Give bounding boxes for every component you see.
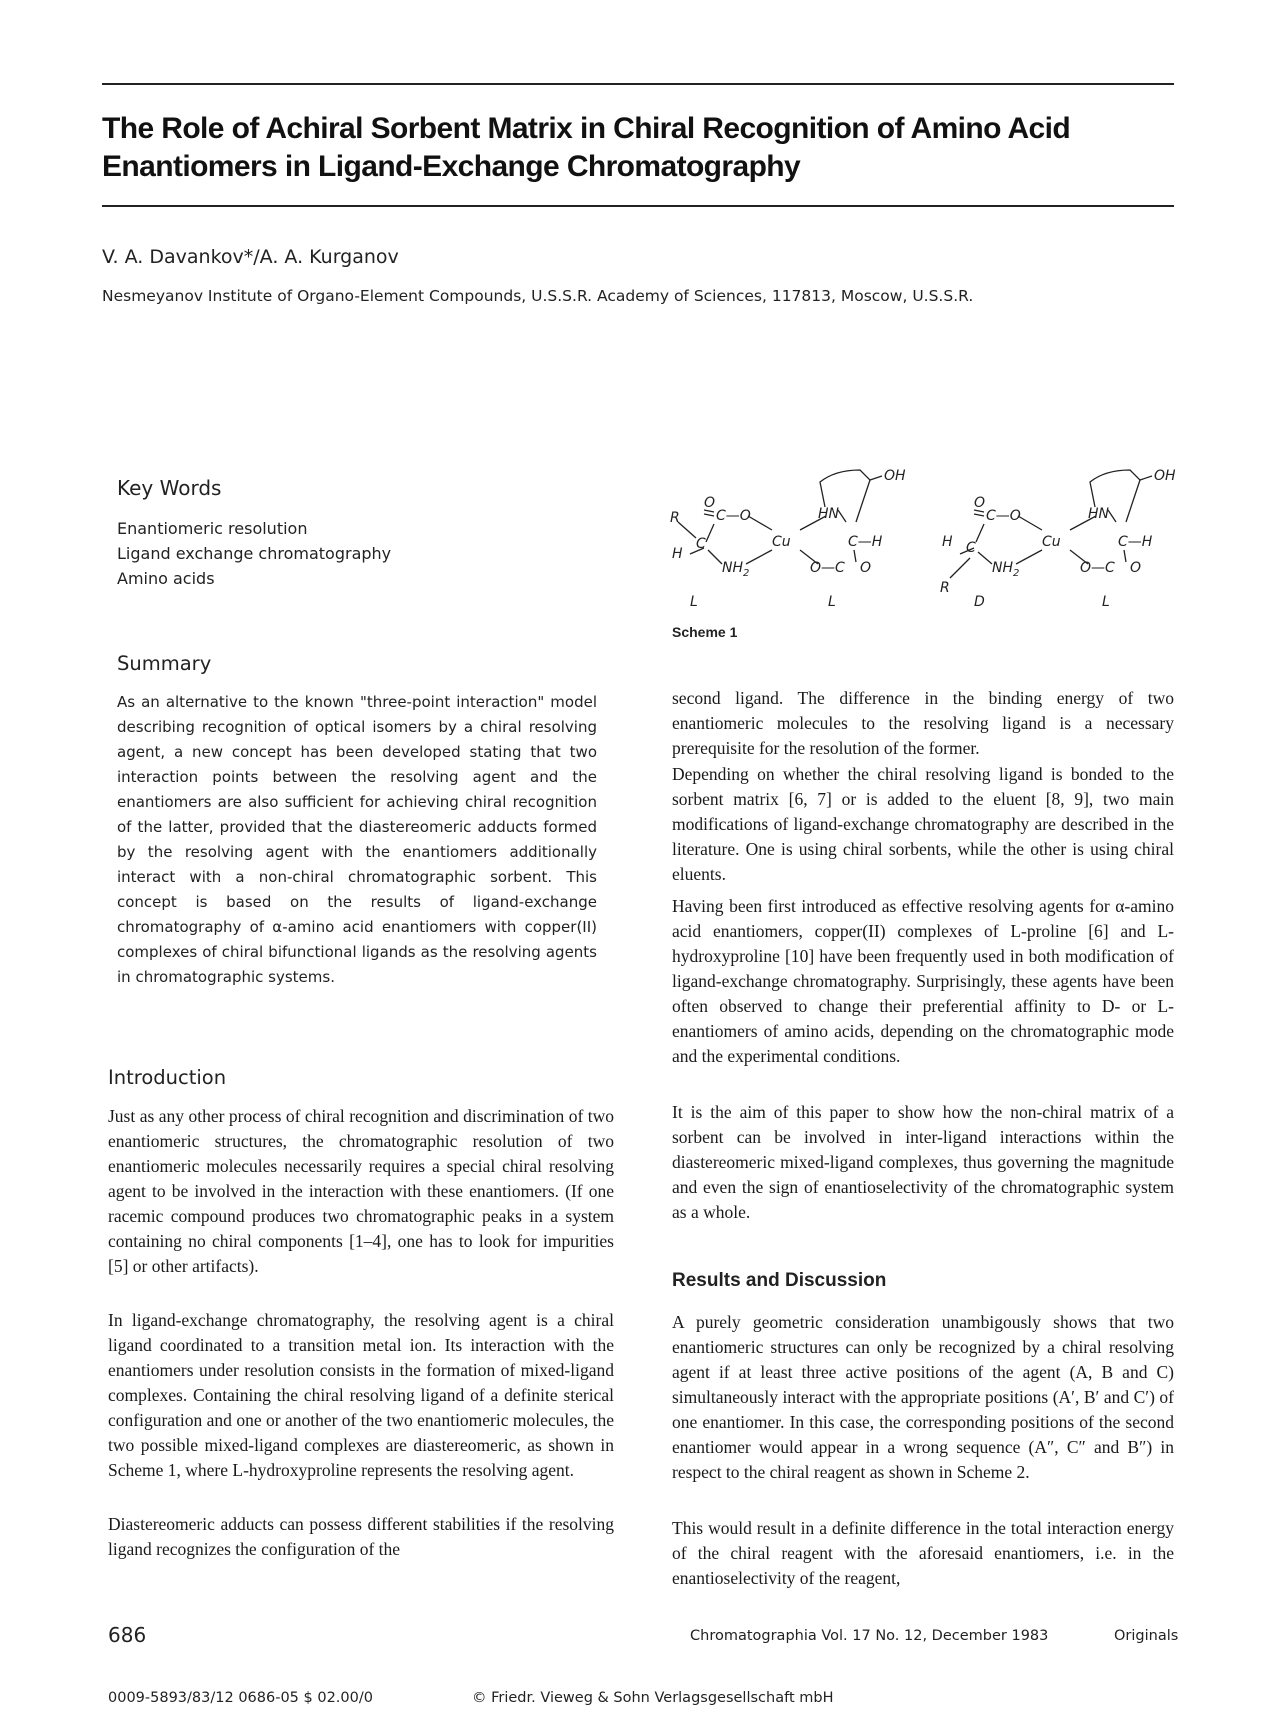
top-rule xyxy=(102,83,1174,85)
authors: V. A. Davankov*/A. A. Kurganov xyxy=(102,246,399,268)
atom-oh: OH xyxy=(1154,468,1176,484)
atom-cu: Cu xyxy=(772,534,791,550)
right-paragraph-3: Having been first introduced as effective resolving agents for α-amino acid enantiomers, copper(II) complexes of L-proline [6] and L-hydroxyproline [10] have been frequently used in both modification of ligand-exchange chromatography. Surprisingly, these agents have been often observed to change their preferential affinity to D- or L-enantiomers of amino acids, depending on the chromatographic mode and the experimental conditions. xyxy=(672,896,1174,1066)
atom-h: H xyxy=(942,534,953,550)
section-label: Originals xyxy=(1114,1628,1179,1644)
results-paragraph-1: A purely geometric consideration unambigously shows that two enantiomeric structures can only be recognized by a chiral resolving agent if at least three active positions of the agent (A, B and C) simultaneously interact with the appropriate positions (A′, B′ and C′) of one enantiomer. In this case, the corresponding positions of the second enantiomer would appear in a wrong sequence (A″, C″ and B″) in respect to the chiral reagent as shown in Scheme 2. xyxy=(672,1312,1174,1482)
introduction-heading: Introduction xyxy=(108,1066,227,1089)
atom-o-end: O xyxy=(1130,560,1142,576)
atom-o-c: O—C xyxy=(810,560,845,576)
intro-paragraph-1: Just as any other process of chiral recognition and discrimination of two enantiomeric structures, the chromatographic resolution of two enantiomeric molecules necessarily requires a special chiral resolving agent to be involved in the interaction with these enantiomers. (If one racemic compound produces two chromatographic peaks in a system containing no chiral components [1–4], one has to look for impurities [5] or other artifacts). xyxy=(108,1106,614,1276)
atom-nh2: $NH_2$ xyxy=(722,560,750,579)
atom-c-o: C—O xyxy=(716,508,751,524)
publisher: © Friedr. Vieweg & Sohn Verlagsgesellschaft mbH xyxy=(472,1690,834,1706)
config-label: L xyxy=(690,594,698,610)
right-paragraph-4: It is the aim of this paper to show how the non-chiral matrix of a sorbent can be involved in inter-ligand interactions within the diastereomeric mixed-ligand complexes, thus governing the magnitude and even the sign of enantioselectivity of the chromatographic system as a whole. xyxy=(672,1102,1174,1222)
title-bottom-rule xyxy=(102,205,1174,207)
page-number: 686 xyxy=(108,1623,147,1647)
atom-c-o: C—O xyxy=(986,508,1021,524)
atom-c: C xyxy=(696,536,706,552)
keywords-heading: Key Words xyxy=(117,476,222,500)
intro-paragraph-2: In ligand-exchange chromatography, the resolving agent is a chiral ligand coordinated to a transition metal ion. Its interaction with the enantiomers under resolution consists in the formation of mixed-ligand complexes. Containing the chiral resolving ligand of a definite sterical configuration and one or another of the two enantiomeric molecules, the two possible mixed-ligand complexes are diastereomeric, as shown in Scheme 1, where L-hydroxyproline represents the resolving agent. xyxy=(108,1310,614,1480)
atom-c-h: C—H xyxy=(848,534,883,550)
atom-hn: HN xyxy=(818,506,839,522)
keyword-item: Amino acids xyxy=(117,569,215,588)
results-paragraph-2: This would result in a definite difference in the total interaction energy of the chiral reagent with the aforesaid enantiomers, i.e. in the enantioselectivity of the reagent, xyxy=(672,1518,1174,1588)
atom-hn: HN xyxy=(1088,506,1109,522)
atom-o: O xyxy=(704,495,716,511)
config-label: D xyxy=(974,594,985,610)
config-label: L xyxy=(828,594,836,610)
summary-heading: Summary xyxy=(117,652,212,675)
atom-h: H xyxy=(672,546,683,562)
keyword-item: Enantiomeric resolution xyxy=(117,519,308,538)
right-paragraph-1: second ligand. The difference in the binding energy of two enantiomeric molecules to the resolving ligand is a necessary prerequisite for the resolution of the former. xyxy=(672,688,1174,758)
affiliation: Nesmeyanov Institute of Organo-Element Compounds, U.S.S.R. Academy of Sciences, 117813, Moscow, U.S.S.R. xyxy=(102,287,974,305)
scheme-caption: Scheme 1 xyxy=(672,624,738,640)
atom-o-c: O—C xyxy=(1080,560,1115,576)
atom-r: R xyxy=(940,580,950,596)
atom-nh2: $NH_2$ xyxy=(992,560,1020,579)
atom-r: R xyxy=(670,510,680,526)
atom-oh: OH xyxy=(884,468,906,484)
title-line-1: The Role of Achiral Sorbent Matrix in Chiral Recognition of Amino Acid xyxy=(102,112,1071,145)
keywords-list xyxy=(117,516,391,591)
scheme-1-figure xyxy=(660,462,1176,612)
summary-text: As an alternative to the known "three-point interaction" model describing recognition of optical isomers by a chiral resolving agent, a new concept has been developed stating that two interaction points between the resolving agent and the enantiomers are also sufficient for achieving chiral recognition of the latter, provided that the diastereomeric adducts formed by the resolving agent with the enantiomers additionally interact with a non-chiral chromatographic sorbent. This concept is based on the results of ligand-exchange chromatography of α-amino acid enantiomers with copper(II) complexes of chiral bifunctional ligands as the resolving agents in chromatographic systems. xyxy=(117,693,597,986)
intro-paragraph-3: Diastereomeric adducts can possess different stabilities if the resolving ligand recognizes the configuration of the xyxy=(108,1514,614,1559)
title-line-2: Enantiomers in Ligand-Exchange Chromatography xyxy=(102,150,801,183)
journal-info: Chromatographia Vol. 17 No. 12, December 1983 xyxy=(690,1628,1049,1644)
issn-code: 0009-5893/83/12 0686-05 $ 02.00/0 xyxy=(108,1690,373,1706)
keyword-item: Ligand exchange chromatography xyxy=(117,544,392,563)
scheme-right-complex xyxy=(950,470,1152,578)
atom-o-end: O xyxy=(860,560,872,576)
atom-c: C xyxy=(966,540,976,556)
right-paragraph-2: Depending on whether the chiral resolving ligand is bonded to the sorbent matrix [6, 7] or is added to the eluent [8, 9], two main modifications of ligand-exchange chromatography are described in the literature. One is using chiral sorbents, while the other is using chiral eluents. xyxy=(672,764,1174,884)
config-label: L xyxy=(1102,594,1110,610)
page-title xyxy=(102,110,1162,186)
atom-cu: Cu xyxy=(1042,534,1061,550)
atom-o: O xyxy=(974,495,986,511)
results-heading: Results and Discussion xyxy=(672,1270,887,1291)
atom-c-h: C—H xyxy=(1118,534,1153,550)
